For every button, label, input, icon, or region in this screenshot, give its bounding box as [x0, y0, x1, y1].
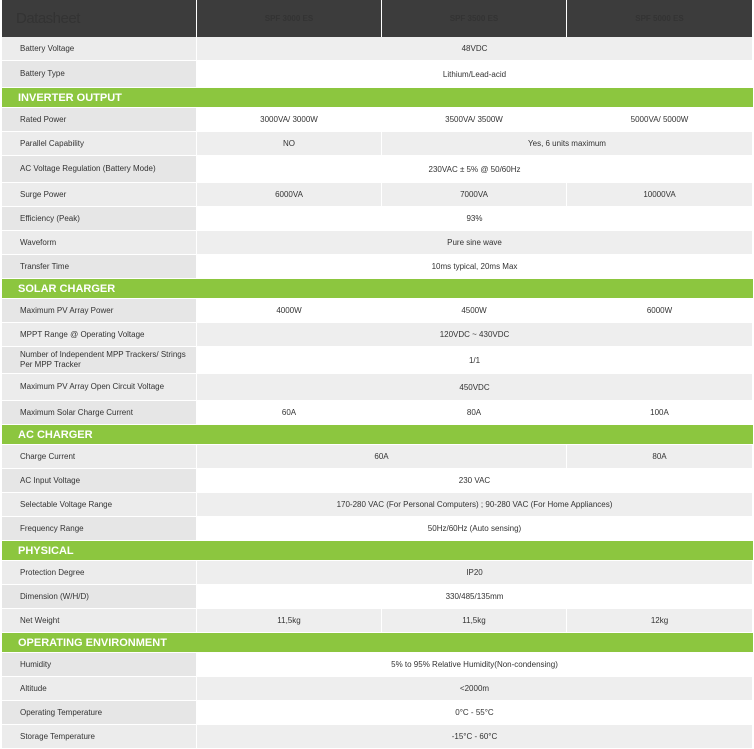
table-row [2, 677, 753, 701]
row-value: 120VDC ~ 430VDC [197, 323, 753, 347]
row-label: Frequency Range [2, 517, 197, 541]
row-label: Transfer Time [2, 255, 197, 279]
section-header [2, 88, 753, 108]
row-label: Battery Type [2, 61, 197, 88]
row-label: Parallel Capability [2, 132, 197, 156]
table-row [2, 231, 753, 255]
row-label: Dimension (W/H/D) [2, 585, 197, 609]
row-label: Protection Degree [2, 561, 197, 585]
table-row [2, 401, 753, 425]
table-row [2, 725, 753, 749]
row-label: Efficiency (Peak) [2, 207, 197, 231]
row-value: 11,5kg [382, 609, 567, 633]
row-value: 3000VA/ 3000W [197, 108, 382, 132]
table-row [2, 156, 753, 183]
table-row [2, 207, 753, 231]
table-row [2, 701, 753, 725]
row-label: AC Voltage Regulation (Battery Mode) [2, 156, 197, 183]
row-value: 330/485/135mm [197, 585, 753, 609]
row-label: Waveform [2, 231, 197, 255]
row-value: 12kg [567, 609, 753, 633]
row-value: 11,5kg [197, 609, 382, 633]
row-label: Charge Current [2, 445, 197, 469]
row-label: Altitude [2, 677, 197, 701]
section-title: OPERATING ENVIRONMENT [2, 633, 753, 653]
row-label: Maximum PV Array Power [2, 299, 197, 323]
row-value: 0°C - 55°C [197, 701, 753, 725]
row-label: Surge Power [2, 183, 197, 207]
table-row [2, 517, 753, 541]
table-row [2, 585, 753, 609]
row-value: 1/1 [197, 347, 753, 374]
section-title: PHYSICAL [2, 541, 753, 561]
row-value: 4500W [382, 299, 567, 323]
row-value: 50Hz/60Hz (Auto sensing) [197, 517, 753, 541]
row-label: Storage Temperature [2, 725, 197, 749]
table-row [2, 108, 753, 132]
row-value: 4000W [197, 299, 382, 323]
row-value: 5% to 95% Relative Humidity(Non-condensing) [197, 653, 753, 677]
row-label: Rated Power [2, 108, 197, 132]
table-row [2, 299, 753, 323]
table-row [2, 469, 753, 493]
table-row [2, 61, 753, 88]
table-row [2, 347, 753, 374]
section-title: SOLAR CHARGER [2, 279, 753, 299]
table-row [2, 374, 753, 401]
row-label: Maximum PV Array Open Circuit Voltage [2, 374, 197, 401]
row-value: 7000VA [382, 183, 567, 207]
datasheet-table [2, 0, 753, 749]
row-value: IP20 [197, 561, 753, 585]
row-value: 60A [197, 401, 382, 425]
row-value: 80A [567, 445, 753, 469]
row-value: 230VAC ± 5% @ 50/60Hz [197, 156, 753, 183]
row-value: Pure sine wave [197, 231, 753, 255]
model-header: SPF 5000 ES [567, 0, 753, 37]
row-value: 60A [197, 445, 567, 469]
row-value: 450VDC [197, 374, 753, 401]
row-label: Operating Temperature [2, 701, 197, 725]
row-value: Lithium/Lead-acid [197, 61, 753, 88]
row-value: <2000m [197, 677, 753, 701]
row-value: 170-280 VAC (For Personal Computers) ; 90-280 VAC (For Home Appliances) [197, 493, 753, 517]
section-header [2, 425, 753, 445]
row-label: Maximum Solar Charge Current [2, 401, 197, 425]
section-title: AC CHARGER [2, 425, 753, 445]
row-label: Number of Independent MPP Trackers/ Strings Per MPP Tracker [2, 347, 197, 374]
row-label: Selectable Voltage Range [2, 493, 197, 517]
row-value: 6000VA [197, 183, 382, 207]
table-row [2, 561, 753, 585]
section-title: INVERTER OUTPUT [2, 88, 753, 108]
table-row [2, 609, 753, 633]
row-value: Yes, 6 units maximum [382, 132, 753, 156]
row-label: AC Input Voltage [2, 469, 197, 493]
table-row [2, 445, 753, 469]
row-value: 100A [567, 401, 753, 425]
row-value: -15°C - 60°C [197, 725, 753, 749]
table-row [2, 37, 753, 61]
row-label: Humidity [2, 653, 197, 677]
table-row [2, 323, 753, 347]
row-value: 10000VA [567, 183, 753, 207]
row-value: 3500VA/ 3500W [382, 108, 567, 132]
row-value: 80A [382, 401, 567, 425]
section-header [2, 279, 753, 299]
row-value: 5000VA/ 5000W [567, 108, 753, 132]
row-label: Battery Voltage [2, 37, 197, 61]
row-value: NO [197, 132, 382, 156]
table-row [2, 132, 753, 156]
row-value: 10ms typical, 20ms Max [197, 255, 753, 279]
model-header: SPF 3000 ES [197, 0, 382, 37]
table-row [2, 183, 753, 207]
model-header: SPF 3500 ES [382, 0, 567, 37]
row-value: 48VDC [197, 37, 753, 61]
row-value: 93% [197, 207, 753, 231]
row-label: MPPT Range @ Operating Voltage [2, 323, 197, 347]
table-row [2, 493, 753, 517]
section-header [2, 541, 753, 561]
row-value: 6000W [567, 299, 753, 323]
row-label: Net Weight [2, 609, 197, 633]
datasheet-title: Datasheet [2, 0, 197, 37]
table-row [2, 653, 753, 677]
row-value: 230 VAC [197, 469, 753, 493]
section-header [2, 633, 753, 653]
header-row [2, 0, 753, 37]
table-row [2, 255, 753, 279]
